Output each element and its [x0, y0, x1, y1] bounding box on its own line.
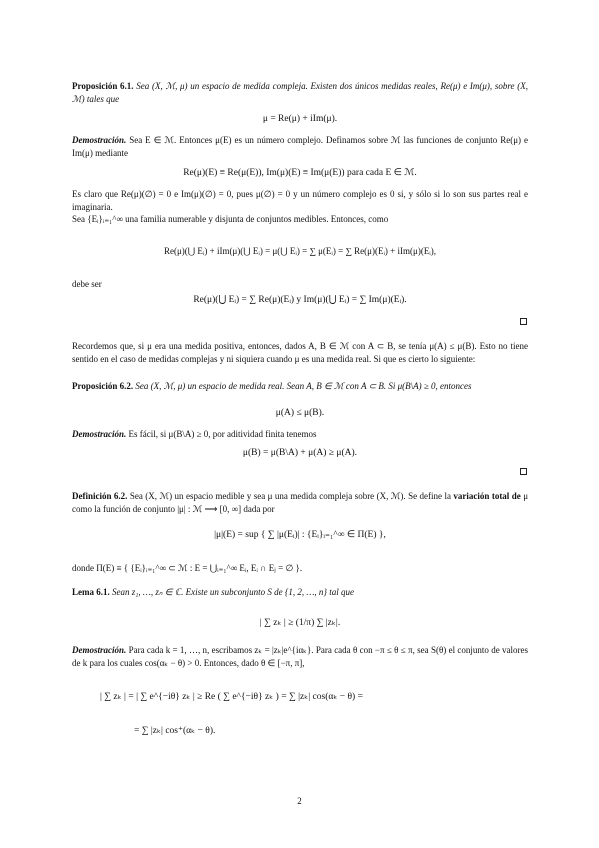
- proof-3: [72, 644, 528, 669]
- proof-label: Demostración.: [72, 135, 127, 145]
- equation-re-im-def: Re(μ)(E) ≡ Re(μ(E)), Im(μ)(E) ≡ Im(μ(E)) para cada E ∈ ℳ.: [183, 168, 417, 178]
- proof-1-text-4: debe ser: [72, 279, 102, 289]
- definition-partition: donde Π(E) ≡ { {Eᵢ}ᵢ₌₁^∞ ⊂ ℳ : E = ⋃ᵢ₌₁^∞ Eᵢ, Eᵢ ∩ Eⱼ = ∅ }.: [72, 563, 303, 573]
- def-label: Definición 6.2.: [72, 491, 128, 501]
- prop-text: Sea (X, ℳ, μ) un espacio de medida compleja. Existen dos únicos medidas reales, Re(μ) e Im(μ), sobre (X, ℳ) tales que: [72, 81, 529, 104]
- lemma-6-1: [72, 586, 528, 599]
- equation-union-sum: Re(μ)(⋃ Eᵢ) + iIm(μ)(⋃ Eᵢ) = μ(⋃ Eᵢ) = ∑ μ(Eᵢ) = ∑ Re(μ)(Eᵢ) + iIm(μ)(Eᵢ),: [163, 246, 437, 256]
- lemma-text: Sean z₁, …, zₙ ∈ ℂ. Existe un subconjunto S de {1, 2, …, n} tal que: [112, 587, 355, 597]
- equation-total-variation: |μ|(E) = sup { ∑ |μ(Eᵢ)| : {Eᵢ}ᵢ₌₁^∞ ∈ Π(E) },: [214, 530, 386, 540]
- equation-mu-decomp: μ = Re(μ) + iIm(μ).: [262, 114, 338, 124]
- equation-re-im-sum: Re(μ)(⋃ Eᵢ) = ∑ Re(μ)(Eᵢ) y Im(μ)(⋃ Eᵢ) = ∑ Im(μ)(Eᵢ).: [193, 295, 407, 305]
- qed-square: [520, 468, 527, 475]
- def-text: Sea (X, ℳ) un espacio medible y sea μ una medida compleja sobre (X, ℳ). Se define la: [129, 491, 451, 501]
- proof-text: Sea E ∈ ℳ. Entonces μ(E) es un número complejo. Definamos sobre ℳ las funciones de conjunto Re(μ) e Im(μ) mediante: [72, 135, 528, 158]
- prop-label: Proposición 6.1.: [72, 81, 134, 91]
- definition-6-2: [72, 490, 528, 515]
- equation-lemma: | ∑ zₖ | ≥ (1/π) ∑ |zₖ|.: [259, 618, 341, 628]
- proof-1: [72, 134, 528, 159]
- equation-additivity: μ(B) = μ(B\A) + μ(A) ≥ μ(A).: [242, 448, 358, 458]
- proof-1-text-2: Es claro que Re(μ)(∅) = 0 e Im(μ)(∅) = 0, pues μ(∅) = 0 y un número complejo es 0 si, y sólo si lo son sus partes real e imaginaria.: [72, 189, 528, 212]
- def-bold-term: variación total de: [453, 491, 521, 501]
- proof-text: Para cada k = 1, …, n, escribamos zₖ = |zₖ|e^{iαₖ}. Para cada θ con −π ≤ θ ≤ π, sea S(θ) el conjunto de valores de k para los cuales cos(αₖ − θ) > 0. Entonces, dado θ ∈ [−π, π],: [72, 645, 529, 668]
- qed-square: [520, 318, 527, 325]
- prop-label: Proposición 6.2.: [72, 381, 134, 391]
- proof-2: [72, 428, 528, 441]
- equation-lemma-proof-1: | ∑ zₖ | = | ∑ e^{−iθ} zₖ | ≥ Re ( ∑ e^{−iθ} zₖ ) = ∑ |zₖ| cos(αₖ − θ) =: [100, 692, 363, 702]
- proposition-6-2: [72, 380, 528, 393]
- equation-monotone: μ(A) ≤ μ(B).: [275, 408, 325, 418]
- proof-label: Demostración.: [72, 429, 127, 439]
- page-number: 2: [297, 796, 302, 806]
- remark-paragraph: Recordemos que, si μ era una medida positiva, entonces, dados A, B ∈ ℳ con A ⊂ B, se tenía μ(A) ≤ μ(B). Esto no tiene sentido en el caso de medidas complejas y ni siquiera cuando μ es una medida real. Si que es cierto lo siguiente:: [72, 341, 528, 364]
- proof-label: Demostración.: [72, 645, 127, 655]
- proposition-6-1: [72, 80, 528, 105]
- equation-lemma-proof-2: = ∑ |zₖ| cos⁺(αₖ − θ).: [134, 726, 216, 736]
- proof-text: Es fácil, si μ(B\A) ≥ 0, por aditividad finita tenemos: [128, 429, 317, 439]
- lemma-label: Lema 6.1.: [72, 587, 110, 597]
- def-text-b: μ como la función de conjunto |μ| : ℳ ⟶ [0, ∞] dada por: [72, 491, 529, 514]
- prop-text: Sea (X, ℳ, μ) un espacio de medida real. Sean A, B ∈ ℳ con A ⊂ B. Si μ(B\A) ≥ 0, entonces: [135, 381, 472, 391]
- proof-1-text-3: Sea {Eᵢ}ᵢ₌₁^∞ una familia numerable y disjunta de conjuntos medibles. Entonces, como: [72, 214, 389, 224]
